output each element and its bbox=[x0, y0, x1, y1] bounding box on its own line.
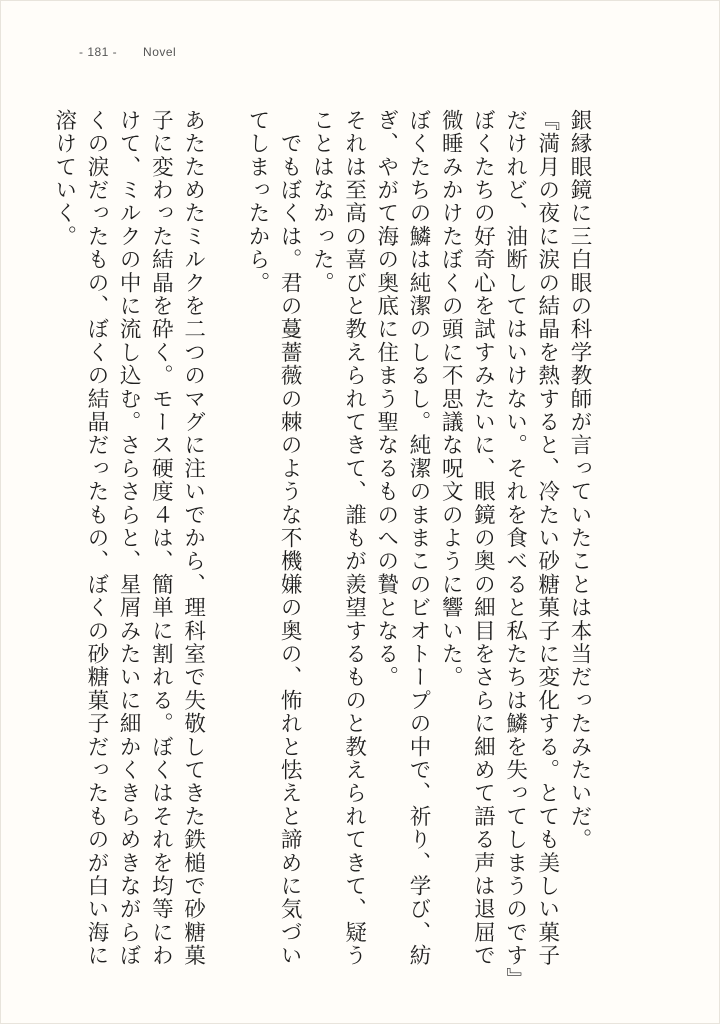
paragraph-2: 『満月の夜に涙の結晶を熱すると、冷たい砂糖菓子に変化する。とても美しい菓子だけれど、油断してはいけない。それを食べると私たちは鱗を失ってしまうのです』 bbox=[502, 109, 560, 991]
vertical-text-body bbox=[51, 109, 595, 991]
blank-line bbox=[209, 109, 241, 981]
page-header bbox=[79, 45, 176, 59]
paragraph-1: 銀縁眼鏡に三白眼の科学教師が言っていたことは本当だったみたいだ。 bbox=[567, 109, 592, 852]
paragraph-6: でもぼくは。君の蔓薔薇の棘のような不機嫌の奥の、怖れと怯えと諦めに気づいてしまったから。 bbox=[244, 109, 303, 968]
page-number: - 181 - bbox=[79, 45, 118, 59]
paragraph-5: それは至高の喜びと教えられてきて、誰もが羨望するものと教えられてきて、疑うことはなかった。 bbox=[309, 109, 367, 968]
paragraph-3: ぼくたちの好奇心を試すみたいに、眼鏡の奥の細目をさらに細めて語る声は退屈で微睡みかけたぼくの頭に不思議な呪文のように響いた。 bbox=[438, 109, 496, 968]
book-title: Novel bbox=[143, 45, 177, 59]
paragraph-4: ぼくたちの鱗は純潔のしるし。純潔のままこのビオトープの中で、祈り、学び、紡ぎ、やがて海の奥底に住まう聖なるものへの贄となる。 bbox=[373, 109, 431, 968]
paragraph-7: あたためたミルクを二つのマグに注いでから、理科室で失敬してきた鉄槌で砂糖菓子に変わった結晶を砕く。モース硬度４は、簡単に割れる。ぼくはそれを均等にわけて、ミルクの中に流し込む。さらさらと、星屑みたいに細かくきらめきながらぼくの涙だったもの、ぼくの結晶だったもの、ぼくの砂糖菓子だったものが白い海に溶けていく。 bbox=[51, 109, 206, 968]
